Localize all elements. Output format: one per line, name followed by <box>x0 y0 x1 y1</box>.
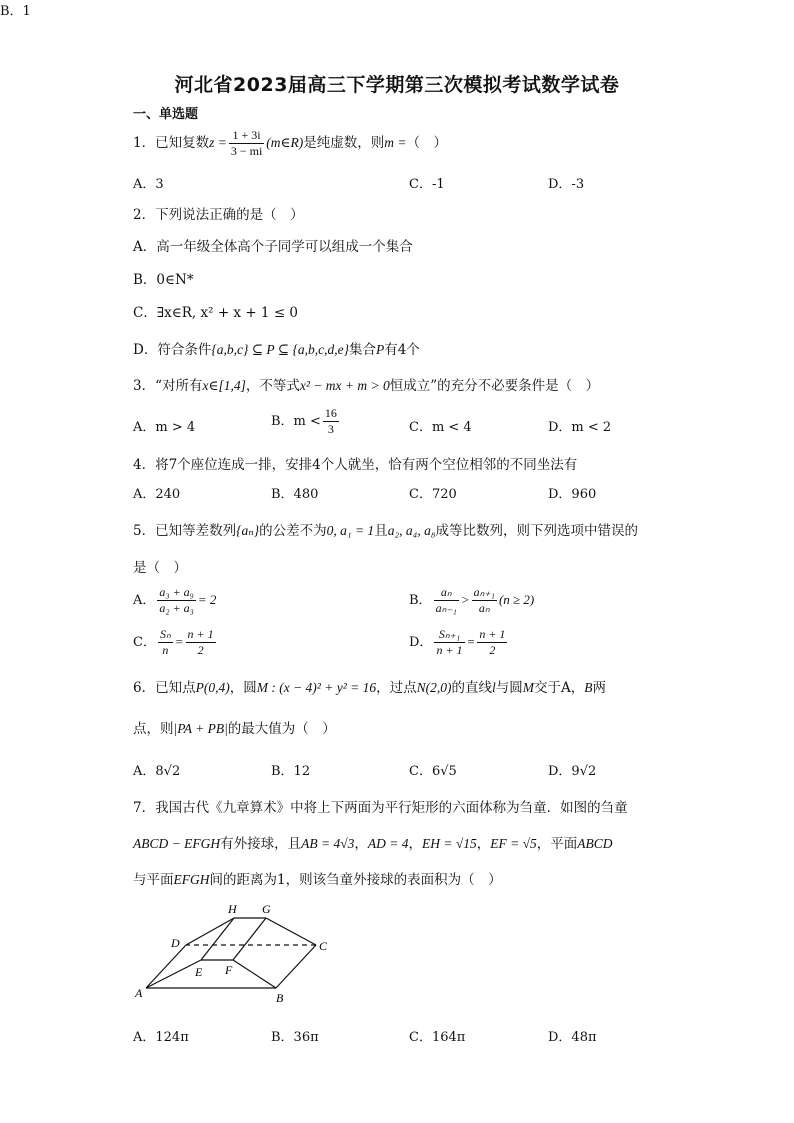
q1-numerator: 1 + 3i <box>229 128 264 144</box>
q5-pre: 5．已知等差数列 <box>133 523 237 539</box>
q7-l3-c: 间的距离为1，则该刍童外接球的表面积为（ ） <box>209 872 502 888</box>
q7-l2-b: 有外接球，且 <box>220 836 302 852</box>
q5-seq: {aₙ} <box>236 523 260 538</box>
q6-circle: M : (x − 4)² + y² = 16 <box>256 680 377 695</box>
q3-post: 恒成立”的充分不必要条件是（ ） <box>389 378 600 394</box>
q6-pre: 6．已知点 <box>133 680 196 696</box>
q5-c-den2: 2 <box>197 643 204 657</box>
q3-math2: x² − mx + m > 0 <box>299 378 390 393</box>
q3-option-b <box>271 406 341 437</box>
q1-denominator: 3 − mi <box>230 144 263 158</box>
q2-option-b: B．0∈N* <box>133 272 194 288</box>
q6-m: M <box>522 680 534 695</box>
q4-option-b: B．480 <box>271 487 319 502</box>
q5-c-num2: n + 1 <box>187 627 214 641</box>
section-heading: 一、单选题 <box>133 107 199 122</box>
q4-option-a: A．240 <box>133 487 181 502</box>
q3-option-c: C．m < 4 <box>409 420 472 435</box>
q7-l2-d: ， <box>354 836 368 852</box>
edge-cg <box>266 918 316 945</box>
q5-option-b <box>409 585 534 616</box>
q6-c: ，圆 <box>229 680 257 696</box>
q6-l2-pre: 点，则 <box>133 721 174 737</box>
q6-l: l <box>491 680 496 695</box>
q5-b-frac1 <box>434 585 459 616</box>
q7-stem: 7．我国古代《九章算术》中将上下两面为平行矩形的六面体称为刍童．如图的刍童 <box>133 800 628 816</box>
label-c: C <box>319 939 328 953</box>
q7-l3-b: EFGH <box>173 872 210 887</box>
q6-h: ， <box>570 680 585 696</box>
q5-mid: 的公差不为 <box>259 523 327 539</box>
q7-option-d: D．48π <box>548 1030 597 1045</box>
q5-d-label: D． <box>409 635 433 650</box>
q1-stem <box>133 128 447 159</box>
edge-dh <box>186 918 234 945</box>
q6-f: 与圆 <box>495 680 523 696</box>
q5-d-den1: n + 1 <box>436 643 463 657</box>
q7-l2-f: ， <box>408 836 422 852</box>
q5-terms: a₂, a₄, a₈ <box>387 523 436 538</box>
q5-a-rhs: = 2 <box>197 592 217 607</box>
q2-option-d <box>133 338 420 358</box>
q6-i: 两 <box>592 680 606 696</box>
edge-he <box>201 918 234 960</box>
q5-b-den2: aₙ <box>478 601 490 615</box>
q1-option-c: C．-1 <box>409 177 445 192</box>
q5-c-den1: n <box>162 643 169 657</box>
edge-fg <box>233 918 266 960</box>
q6-d: ，过点 <box>376 680 417 696</box>
q5-stem-line2: 是（ ） <box>133 560 187 576</box>
q1-m: m = <box>384 135 407 150</box>
q7-l2-i: EF = √5 <box>490 836 537 851</box>
q7-l2-j: ，平面 <box>536 836 578 852</box>
q6-l2-post: 的最大值为（ ） <box>227 721 336 737</box>
q6-option-d: D．9√2 <box>548 764 597 779</box>
q5-post: 成等比数列，则下列选项中错误的 <box>435 523 639 539</box>
q1-z: z = <box>209 135 227 150</box>
q5-and: 且 <box>374 523 388 539</box>
q5-c-frac1 <box>158 627 173 658</box>
q5-b-num1: aₙ <box>434 585 459 601</box>
exam-title: 河北省2023届高三下学期第三次模拟考试数学试卷 <box>174 74 620 96</box>
q2-d-end: 有4个 <box>384 342 420 358</box>
q2-d-pre: D．符合条件 <box>133 342 212 358</box>
label-b: B <box>276 991 284 1005</box>
edge-bc <box>276 945 316 988</box>
q3-b-fraction <box>323 406 339 437</box>
label-a: A <box>135 986 143 1000</box>
q5-stem <box>133 519 638 539</box>
q3-mid: ，不等式 <box>245 378 300 394</box>
q1-option-a: A．3 <box>133 177 164 192</box>
q6-vector: |PA + PB| <box>173 721 228 736</box>
q3-b-num: 16 <box>324 406 337 420</box>
q7-option-c: C．164π <box>409 1030 466 1045</box>
q1-option-d: D．-3 <box>548 177 585 192</box>
edge-bf <box>233 960 276 988</box>
q7-option-a: A．124π <box>133 1030 189 1045</box>
q5-b-den1: aₙ₋₁ <box>435 601 457 615</box>
q5-option-d <box>409 627 509 658</box>
q5-c-frac2 <box>186 627 216 658</box>
q5-a-den: a₂ + a₃ <box>159 601 194 615</box>
q6-option-c: C．6√5 <box>409 764 457 779</box>
label-d: D <box>171 936 180 950</box>
q5-option-c <box>133 627 218 658</box>
q6-b: B <box>584 680 593 695</box>
edge-da <box>146 945 186 988</box>
q7-l2-e: AD = 4 <box>367 836 409 851</box>
chutong-figure <box>133 900 333 1005</box>
q3-math1: x∈[1,4] <box>202 378 246 393</box>
q4-option-d: D．960 <box>548 487 597 502</box>
q7-l2-k: ABCD <box>577 836 613 851</box>
q5-c-label: C． <box>133 635 156 650</box>
q6-stem <box>133 676 606 696</box>
q5-b-frac2 <box>472 585 497 616</box>
q5-b-num2: aₙ₊₁ <box>473 585 495 599</box>
q5-b-cond: (n ≥ 2) <box>498 592 535 607</box>
q3-b-pre: B．m < <box>271 414 321 429</box>
q5-d-den2: 2 <box>489 643 496 657</box>
q1-paren: （ ） <box>406 135 447 151</box>
q2-option-c: C．∃x∈R, x² + x + 1 ≤ 0 <box>133 305 299 321</box>
q2-d-post: 集合 <box>349 342 377 358</box>
q1-prefix: 1．已知复数 <box>133 135 210 151</box>
q5-d-frac1 <box>434 627 464 658</box>
q5-b-label: B． <box>409 593 432 608</box>
q3-b-den: 3 <box>327 422 334 436</box>
q6-option-b: B．12 <box>271 764 311 779</box>
q2-d-math: {a,b,c} ⊆ P ⊆ {a,b,c,d,e} <box>211 342 350 357</box>
q5-c-eq: = <box>174 634 184 649</box>
q5-a-label: A． <box>133 593 156 608</box>
label-h: H <box>228 902 237 916</box>
q2-stem: 2．下列说法正确的是（ ） <box>133 207 304 223</box>
q6-a: A <box>561 680 571 696</box>
label-e: E <box>195 965 203 979</box>
q3-stem <box>133 374 599 394</box>
q1-suffix: 是纯虚数，则 <box>303 135 385 151</box>
q6-g: 交于 <box>534 680 561 696</box>
q5-option-a <box>133 585 216 616</box>
q5-a-num: a₃ + a₉ <box>159 585 194 599</box>
q5-a-fraction <box>157 585 195 616</box>
q7-l2-c: AB = 4√3 <box>301 836 355 851</box>
q1-condition: (m∈R) <box>266 135 304 150</box>
q6-npt: N(2,0) <box>416 680 452 695</box>
q5-b-gt: > <box>460 592 470 607</box>
q3-pre: 3．“对所有 <box>133 378 203 394</box>
edge-ae <box>146 960 201 988</box>
q1-option-b: B．1 <box>0 4 31 19</box>
q7-l2-a: ABCD − EFGH <box>133 836 221 851</box>
q3-option-d: D．m < 2 <box>548 420 612 435</box>
q7-l2-g: EH = √15 <box>421 836 477 851</box>
q6-point: P(0,4) <box>195 680 230 695</box>
q2-d-p: P <box>376 342 385 357</box>
q5-d-num1: Sₙ₊₁ <box>434 627 464 643</box>
q5-d-num2: n + 1 <box>479 627 506 641</box>
q7-stem-line3 <box>133 868 502 888</box>
q4-option-c: C．720 <box>409 487 457 502</box>
q7-option-b: B．36π <box>271 1030 319 1045</box>
q3-option-a: A．m > 4 <box>133 420 196 435</box>
q7-l2-h: ， <box>476 836 491 852</box>
label-g: G <box>262 902 271 916</box>
q7-l3-a: 与平面 <box>133 872 174 888</box>
q5-cond: 0, a₁ = 1 <box>326 523 375 538</box>
q7-stem-line2 <box>133 832 613 852</box>
q5-d-frac2 <box>477 627 507 658</box>
q5-d-eq: = <box>466 634 476 649</box>
q5-c-num1: Sₙ <box>159 627 171 641</box>
q2-option-a: A．高一年级全体高个子同学可以组成一个集合 <box>133 239 413 255</box>
q1-fraction <box>229 128 264 159</box>
q6-option-a: A．8√2 <box>133 764 181 779</box>
q6-stem-line2 <box>133 717 336 737</box>
label-f: F <box>225 963 233 977</box>
q4-stem: 4．将7个座位连成一排，安排4个人就坐，恰有两个空位相邻的不同坐法有 <box>133 457 578 473</box>
q6-e: 的直线 <box>451 680 492 696</box>
